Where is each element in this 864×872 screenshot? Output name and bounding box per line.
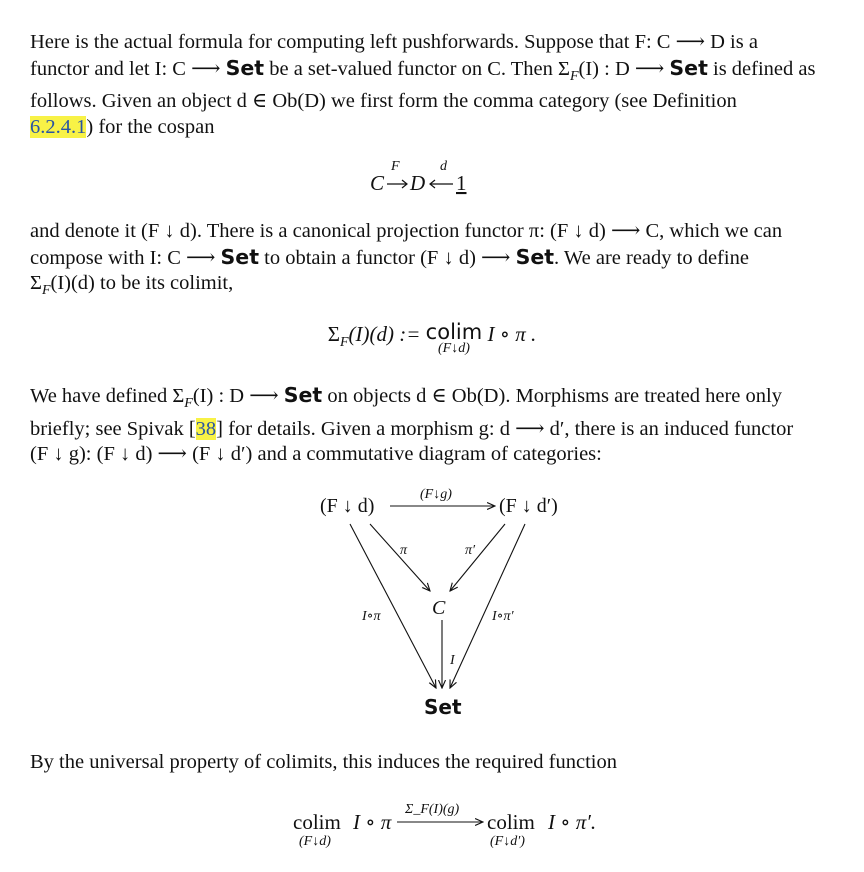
p3-line1-end: on objects d ∈ Ob(D). Morphisms are treated here only [322, 385, 782, 407]
p3-line3: (F ↓ g): (F ↓ d) ⟶ (F ↓ d′) and a commutative diagram of categories: [30, 443, 602, 466]
cospan-source: C [370, 171, 385, 195]
equation-induced-function [285, 795, 625, 855]
eq2-left-colim: colim [293, 810, 341, 834]
diagram-pi-prime-label: π′ [465, 543, 476, 558]
p1-set-1: Set [225, 55, 265, 80]
eq2-right-rest: I ∘ π′. [548, 810, 597, 834]
eq2-right-colim: colim [487, 810, 535, 834]
commutative-diagram [300, 478, 590, 723]
diagram-top-arrow-label: (F↓g) [420, 487, 452, 502]
eq2-left-sub: (F↓d) [299, 834, 331, 849]
cospan-arrow-1-label: F [391, 159, 400, 174]
paragraph-1 [30, 30, 856, 140]
p2-set-1: Set [220, 244, 259, 269]
p2-line2-pre: compose with I: C ⟶ [30, 246, 221, 269]
p3-sub-f: F [184, 396, 193, 412]
diagram-right-arrow [450, 524, 525, 688]
p1-line1: Here is the actual formula for computing left pushforwards. Suppose that F: C ⟶ D is a [30, 31, 758, 53]
p3-line1-pre: We have defined Σ [30, 385, 185, 407]
p1-sub-f: F [569, 68, 579, 84]
p1-line2-mid: be a set-valued functor on C. Then Σ [264, 57, 570, 80]
diagram-top-left: (F ↓ d) [320, 495, 375, 517]
eq1-sigma: Σ [327, 322, 340, 346]
cospan-diagram [360, 150, 520, 200]
paragraph-3 [30, 383, 856, 468]
p1-line2-post: (I) : D ⟶ [578, 57, 670, 80]
p4-line1: By the universal property of colimits, this induces the required function [30, 751, 617, 773]
p2-line2-end: . We are ready to define [554, 246, 749, 269]
p3-line2-pre: briefly; see Spivak [ [30, 417, 196, 440]
eq1-sub: F [339, 335, 349, 351]
cospan-middle: D [410, 171, 426, 195]
p2-line1: and denote it (F ↓ d). There is a canonical projection functor π: (F ↓ d) ⟶ C, which we can [30, 220, 783, 242]
p3-line1-mid: (I) : D ⟶ [192, 385, 284, 407]
p2-sub-f: F [41, 283, 51, 299]
diagram-top-right: (F ↓ d′) [499, 495, 558, 517]
paragraph-4 [30, 750, 856, 776]
diagram-pi-prime-arrow [450, 524, 505, 591]
paragraph-2 [30, 219, 856, 304]
eq1-colim: colim [425, 320, 483, 344]
p1-line2-end: is defined as [707, 57, 816, 80]
diagram-center: C [432, 597, 446, 619]
diagram-left-label: I∘π [362, 609, 381, 624]
definition-link[interactable]: 6.2.4.1 [30, 115, 87, 138]
p2-set-2: Set [515, 244, 555, 269]
eq2-right-sub: (F↓d′) [490, 834, 525, 849]
p1-set-2: Set [669, 55, 708, 80]
eq2-arrow-label: Σ_F(I)(g) [405, 802, 460, 817]
diagram-pi-label: π [400, 543, 408, 558]
cospan-arrow-2-label: d [440, 159, 447, 174]
diagram-I-label: I [450, 653, 455, 668]
eq1-colim-block [426, 322, 483, 356]
diagram-right-label: I∘π′ [492, 609, 514, 624]
p3-line2-post: ] for details. Given a morphism g: d ⟶ d′, there is an induced functor [216, 417, 794, 440]
eq2-left-rest: I ∘ π [353, 810, 392, 834]
p3-set: Set [283, 383, 323, 407]
diagram-left-arrow [350, 524, 436, 688]
cospan-target: 1 [456, 171, 467, 195]
p2-line3-post: (I)(d) to be its colimit, [50, 272, 234, 294]
equation-colimit [0, 322, 864, 356]
eq1-colim-sub: (F↓d) [437, 341, 470, 356]
citation-link[interactable]: 38 [195, 417, 217, 440]
p2-line2-mid: to obtain a functor (F ↓ d) ⟶ [259, 246, 516, 269]
eq1-lhs: (I)(d) := [348, 322, 421, 346]
p2-line3-sigma: Σ [30, 272, 42, 294]
diagram-bottom: Set [424, 695, 462, 719]
p1-line2-pre: functor and let I: C ⟶ [30, 57, 226, 80]
p1-line3: follows. Given an object d ∈ Ob(D) we first form the comma category (see Definition [30, 90, 737, 113]
eq1-rhs: I ∘ π . [487, 322, 537, 346]
p1-line4-post: ) for the cospan [86, 115, 215, 138]
